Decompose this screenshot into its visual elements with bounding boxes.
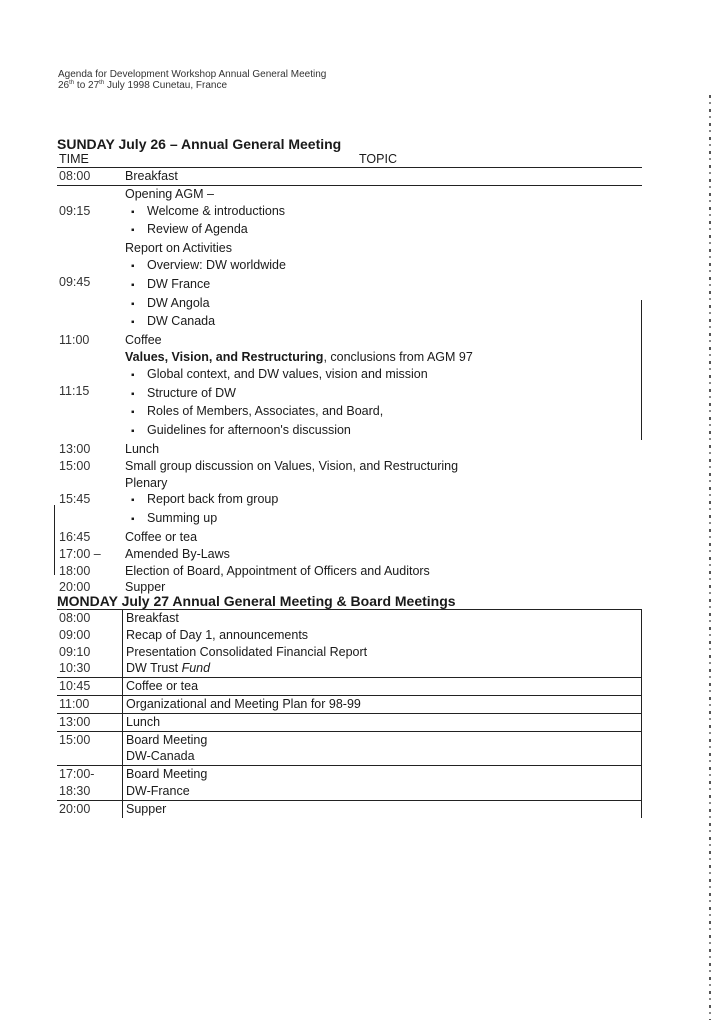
agenda-bullet-item: ▪ Review of Agenda [125, 221, 642, 240]
agenda-item-text: Supper [126, 801, 167, 816]
header-dates: 26th to 27th July 1998 Cunetau, France [58, 80, 228, 91]
agenda-time: 11:00 [59, 333, 90, 348]
page-edge-artifact [709, 95, 711, 1020]
agenda-bullet-item: ▪ Structure of DW [125, 385, 642, 404]
agenda-row [57, 332, 642, 349]
header-title: Agenda for Development Workshop Annual General Meeting [58, 69, 327, 80]
agenda-time: 11:15 [59, 383, 90, 398]
agenda-time: 09:00 [59, 627, 91, 642]
agenda-bullet-item: ▪ Overview: DW worldwide [125, 257, 642, 276]
agenda-row [57, 441, 642, 458]
agenda-topic [123, 695, 642, 713]
agenda-item: Amended By-Laws [125, 546, 230, 561]
agenda-item [125, 349, 642, 366]
agenda-item: Report on Activities [125, 241, 232, 256]
agenda-bullet-item: ▪ Summing up [125, 510, 642, 529]
table-border-right [641, 300, 642, 440]
agenda-row [57, 800, 642, 817]
agenda-item-text: DW-Canada [126, 749, 195, 764]
agenda-topic [123, 660, 642, 677]
agenda-item-emphasis: Fund [181, 661, 211, 676]
agenda-time: 10:45 [57, 678, 123, 696]
agenda-row [57, 713, 642, 731]
agenda-bullet-item: ▪ Guidelines for afternoon's discussion [125, 422, 642, 441]
agenda-topic [123, 713, 642, 731]
topic-column-header: TOPIC [359, 152, 397, 166]
agenda-bullet-item: ▪ Report back from group [125, 491, 642, 510]
agenda-row [57, 185, 642, 240]
sunday-title: SUNDAY July 26 – Annual General Meeting [57, 136, 342, 152]
agenda-row [57, 766, 642, 783]
time-column-header: TIME [59, 152, 89, 166]
agenda-topic [123, 644, 642, 661]
agenda-topic [122, 546, 642, 563]
agenda-row [57, 458, 642, 475]
agenda-topic [123, 610, 642, 627]
agenda-time: 08:00 [57, 168, 122, 185]
agenda-bullet-item: ▪ Roles of Members, Associates, and Board, [125, 403, 642, 422]
agenda-time: 08:00 [59, 611, 91, 625]
sunday-section [57, 136, 642, 596]
agenda-row [57, 610, 642, 627]
agenda-time: 20:00 [59, 801, 91, 816]
agenda-row [57, 748, 642, 765]
agenda-item-text: Board Meeting [126, 732, 208, 747]
agenda-item: Lunch [125, 441, 160, 456]
agenda-time: 20:00 [59, 580, 91, 595]
document-header [58, 69, 326, 91]
agenda-time [57, 748, 123, 765]
agenda-row [57, 168, 642, 185]
agenda-bullet-item: ▪ DW Angola [125, 295, 642, 314]
agenda-topic [122, 332, 642, 349]
column-headers [57, 152, 642, 168]
agenda-topic [123, 766, 642, 783]
agenda-item-text: Recap of Day 1, announcements [126, 627, 309, 642]
agenda-row [57, 695, 642, 713]
agenda-item: Coffee [125, 333, 162, 348]
agenda-row [57, 627, 642, 644]
agenda-time: 10:30 [57, 660, 123, 677]
agenda-topic [122, 240, 642, 332]
agenda-topic [122, 529, 642, 546]
agenda-row [57, 660, 642, 677]
agenda-time: 13:00 [57, 713, 123, 731]
agenda-topic [123, 800, 642, 817]
agenda-row [57, 240, 642, 332]
agenda-item-text: Presentation Consolidated Financial Report [126, 644, 368, 659]
agenda-item: Small group discussion on Values, Vision, and Restructuring [125, 458, 459, 473]
agenda-bullet-item: ▪ DW France [125, 276, 642, 295]
agenda-item-text: DW Trust [126, 661, 182, 676]
agenda-row [57, 546, 642, 563]
agenda-item-text: , conclusions from AGM 97 [323, 349, 473, 364]
agenda-item: Election of Board, Appointment of Officers and Auditors [125, 563, 430, 578]
agenda-item-text: Organizational and Meeting Plan for 98-99 [126, 696, 361, 711]
agenda-time: 15:00 [59, 732, 91, 747]
agenda-time: 17:00- [59, 767, 95, 782]
agenda-time: 18:30 [57, 783, 123, 800]
agenda-item-text: Coffee or tea [126, 679, 199, 694]
agenda-item: Coffee or tea [125, 529, 198, 544]
agenda-row [57, 529, 642, 546]
agenda-time: 18:00 [59, 563, 91, 578]
agenda-item-text: Board Meeting [126, 767, 208, 782]
agenda-time: 16:45 [59, 529, 91, 544]
agenda-topic [123, 748, 642, 765]
agenda-row [57, 644, 642, 661]
agenda-item: Breakfast [125, 169, 178, 183]
agenda-item-text: Breakfast [126, 611, 179, 625]
agenda-topic [123, 678, 642, 696]
agenda-row [57, 783, 642, 800]
agenda-time: 09:15 [59, 203, 91, 218]
agenda-item-text: Lunch [126, 714, 161, 729]
agenda-topic [122, 441, 642, 458]
sunday-agenda-table [57, 168, 642, 596]
agenda-item-heading: Values, Vision, and Restructuring [125, 349, 324, 364]
agenda-item-text: DW-France [126, 783, 190, 798]
agenda-topic [123, 783, 642, 800]
agenda-time: 15:45 [59, 492, 91, 507]
agenda-item: Supper [125, 580, 166, 595]
agenda-row [57, 678, 642, 696]
monday-agenda-table [57, 609, 642, 818]
agenda-row [57, 563, 642, 580]
agenda-bullet-item: ▪ Welcome & introductions [125, 203, 642, 222]
agenda-item: Plenary [125, 475, 168, 490]
agenda-item: Opening AGM – [125, 186, 214, 201]
agenda-topic [122, 475, 642, 529]
agenda-bullet-item: ▪ DW Canada [125, 313, 642, 332]
agenda-time: 11:00 [57, 695, 123, 713]
agenda-row [57, 349, 642, 441]
monday-section [57, 593, 642, 818]
table-border-left [54, 505, 55, 575]
agenda-bullet-item: ▪ Global context, and DW values, vision and mission [125, 366, 642, 385]
agenda-time: 09:45 [59, 274, 91, 289]
agenda-time: 17:00 – [59, 546, 101, 561]
agenda-time: 13:00 [59, 441, 91, 456]
agenda-topic [122, 349, 642, 441]
agenda-topic [122, 168, 642, 185]
agenda-row [57, 475, 642, 529]
agenda-time: 15:00 [59, 458, 91, 473]
agenda-topic [123, 627, 642, 644]
agenda-topic [122, 458, 642, 475]
agenda-topic [122, 563, 642, 580]
agenda-row [57, 731, 642, 748]
agenda-time: 09:10 [59, 644, 91, 659]
agenda-topic [123, 731, 642, 748]
agenda-topic [122, 185, 642, 240]
monday-title: MONDAY July 27 Annual General Meeting & Board Meetings [57, 593, 456, 609]
